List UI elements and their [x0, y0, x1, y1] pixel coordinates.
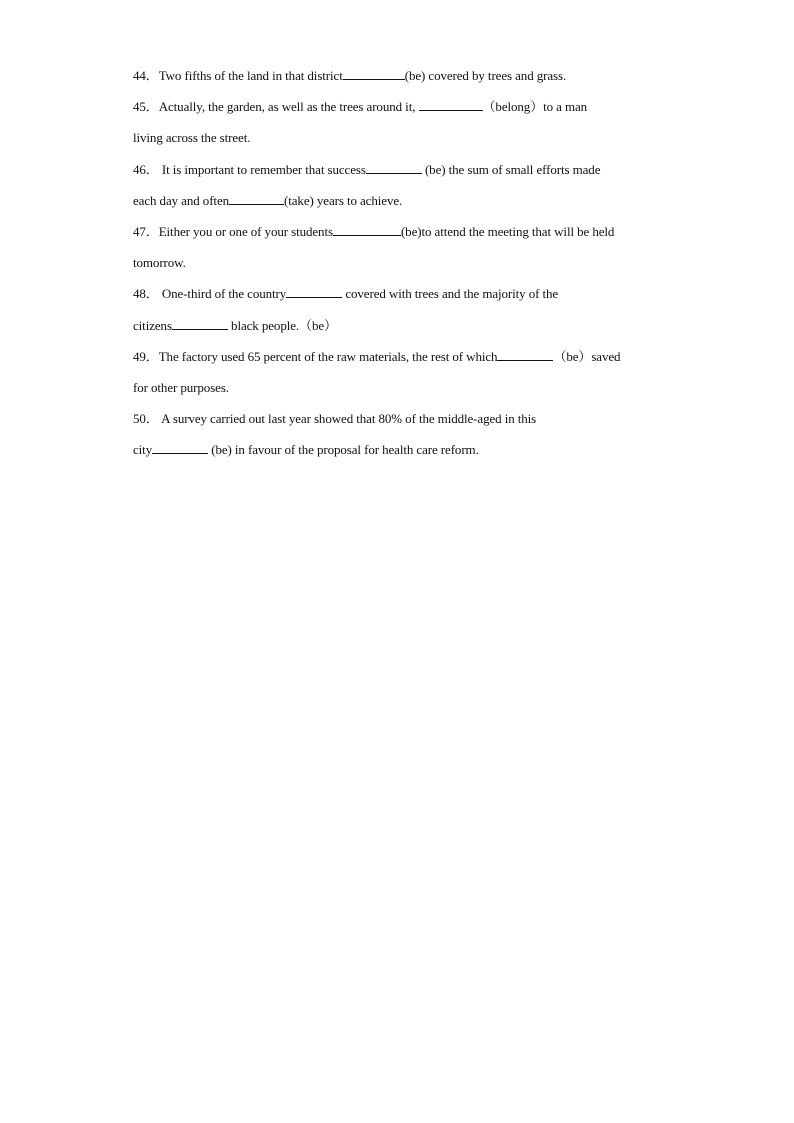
question-text: 45．Actually, the garden, as well as the trees around it, — [133, 99, 419, 115]
question-text: (be) the sum of small efforts made — [421, 161, 601, 177]
question-text: 48． One-third of the country — [133, 286, 287, 302]
question-47 — [133, 219, 673, 250]
question-text: (be) covered by trees and grass. — [404, 68, 567, 83]
question-text: for other purposes. — [133, 379, 229, 395]
question-text: 50． A survey carried out last year showed that 80% of the middle-aged in this — [133, 411, 537, 427]
question-50 — [133, 406, 673, 437]
question-text: 46． It is important to remember that success — [133, 161, 366, 177]
question-46-continued — [133, 188, 673, 219]
question-text: citizens — [133, 317, 172, 333]
question-text: 47．Either you or one of your students — [133, 223, 333, 239]
question-47-continued — [133, 250, 673, 281]
answer-blank[interactable] — [497, 348, 553, 361]
question-text: （belong）to a man — [482, 99, 588, 115]
answer-blank[interactable] — [333, 223, 401, 236]
question-45-continued — [133, 125, 673, 156]
answer-blank[interactable] — [286, 285, 342, 298]
answer-blank[interactable] — [152, 441, 208, 454]
question-45 — [133, 94, 673, 125]
question-text: (be) in favour of the proposal for health care reform. — [208, 442, 479, 458]
question-text: (take) years to achieve. — [284, 192, 403, 208]
question-text: (be)to attend the meeting that will be held — [400, 223, 615, 239]
exercise-list — [133, 63, 673, 468]
question-text: living across the street. — [133, 130, 251, 146]
answer-blank[interactable] — [366, 161, 422, 174]
question-48 — [133, 281, 673, 312]
question-text: 44．Two fifths of the land in that district — [133, 68, 343, 83]
question-text: tomorrow. — [133, 255, 186, 271]
question-text: black people.（be） — [227, 317, 337, 333]
answer-blank[interactable] — [229, 192, 284, 205]
answer-blank[interactable] — [172, 317, 228, 330]
answer-blank[interactable] — [419, 98, 483, 111]
answer-blank[interactable] — [343, 67, 405, 80]
question-49-continued — [133, 375, 673, 406]
question-text: city — [133, 442, 153, 458]
question-50-continued — [133, 437, 673, 468]
question-49 — [133, 344, 673, 375]
question-text: each day and often — [133, 192, 230, 208]
question-44 — [133, 63, 673, 94]
question-48-continued — [133, 313, 673, 344]
question-text: 49．The factory used 65 percent of the raw materials, the rest of which — [133, 348, 498, 364]
question-text: （be）saved — [553, 348, 621, 364]
question-text: covered with trees and the majority of the — [342, 286, 559, 302]
question-46 — [133, 157, 673, 188]
